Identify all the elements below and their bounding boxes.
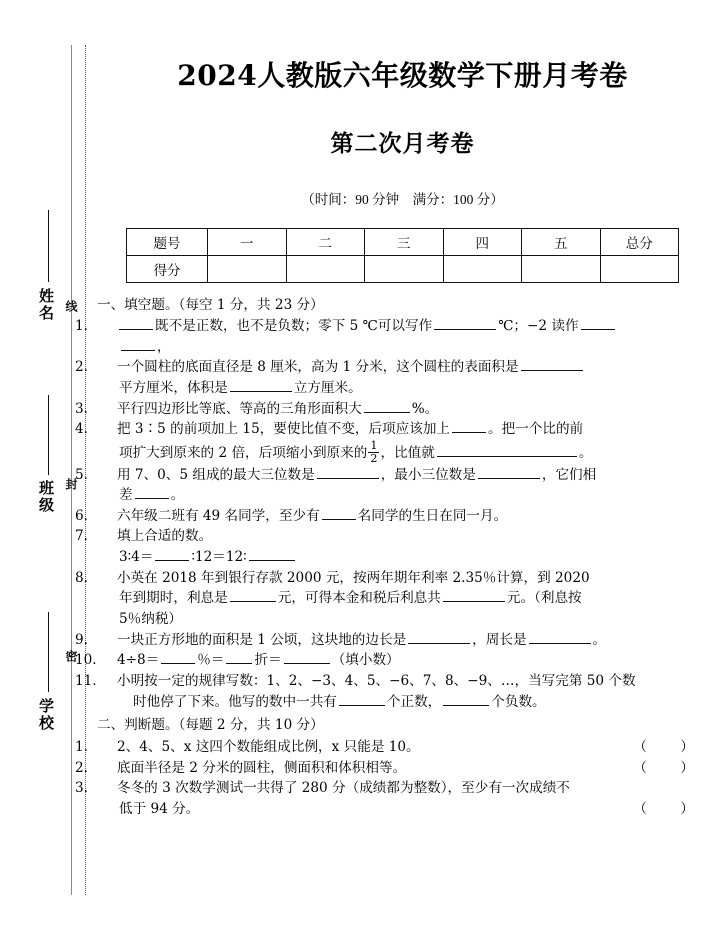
page-subtitle: 第二次月考卷 bbox=[330, 130, 475, 157]
question-number: 1. bbox=[75, 739, 88, 756]
question-text: 平方厘米，体积是 bbox=[119, 380, 228, 397]
question-text: （填小数） bbox=[331, 652, 400, 669]
question-text: ％＝ bbox=[197, 652, 225, 669]
answer-blank[interactable] bbox=[581, 316, 615, 330]
question-1-4-cont bbox=[97, 440, 710, 464]
question-number: 3. bbox=[75, 400, 88, 417]
question-text: ，周长是 bbox=[472, 631, 527, 648]
question-text: 用 7、0、5 组成的最大三位数是 bbox=[117, 466, 315, 483]
exam-content bbox=[75, 295, 710, 820]
question-number: 1. bbox=[75, 318, 88, 335]
question-number: 2. bbox=[75, 759, 88, 776]
score-table-input-cell[interactable] bbox=[522, 255, 601, 282]
answer-blank[interactable] bbox=[230, 378, 292, 392]
question-text: 3∶4＝ bbox=[119, 549, 154, 566]
sidebar-field-name-rule bbox=[48, 210, 49, 282]
question-text: 时他停了下来。他写的数中一共有 bbox=[133, 693, 337, 710]
section-heading-true-false: 二、判断题。（每题 2 分，共 10 分） bbox=[97, 717, 324, 734]
question-text: 元。（利息按 bbox=[506, 590, 582, 607]
score-table-cell: 三 bbox=[365, 228, 444, 255]
exam-meta: （时间：90 分钟 满分：100 分） bbox=[301, 192, 504, 207]
score-table bbox=[126, 228, 679, 283]
question-text: 低于 94 分。 bbox=[119, 801, 200, 817]
question-1-1-cont bbox=[97, 337, 710, 358]
question-1-8-cont bbox=[97, 588, 710, 609]
question-text: 。把一个比的前 bbox=[488, 421, 584, 438]
answer-blank[interactable] bbox=[249, 547, 295, 561]
answer-blank[interactable] bbox=[119, 316, 153, 330]
question-text: ，比值就 bbox=[380, 445, 435, 462]
question-text: 六年级二班有 49 名同学，至少有 bbox=[117, 507, 320, 524]
question-1-5-cont bbox=[97, 485, 710, 506]
sidebar-field-school-rule bbox=[48, 612, 49, 692]
question-1-10 bbox=[75, 650, 710, 671]
question-text: 既不是正数，也不是负数；零下 5 ℃可以写作 bbox=[155, 318, 433, 335]
question-number: 10. bbox=[75, 652, 97, 669]
question-1-9 bbox=[75, 630, 710, 651]
score-table-input-cell[interactable] bbox=[208, 255, 287, 282]
answer-blank[interactable] bbox=[437, 443, 577, 457]
question-text: 5％纳税） bbox=[119, 611, 183, 628]
true-false-answer-box[interactable]: （ ） bbox=[633, 739, 704, 756]
answer-blank[interactable] bbox=[529, 630, 591, 644]
question-text: 项扩大到原来的 2 倍，后项缩小到原来的 bbox=[119, 445, 368, 462]
seal-char-mi: 密 bbox=[64, 650, 78, 664]
question-text: 元，可得本金和税后利息共 bbox=[277, 590, 441, 607]
question-number: 8. bbox=[75, 569, 88, 586]
answer-blank[interactable] bbox=[452, 420, 486, 434]
answer-blank[interactable] bbox=[408, 630, 470, 644]
question-1-8 bbox=[75, 568, 710, 589]
answer-blank[interactable] bbox=[434, 316, 496, 330]
question-number: 7. bbox=[75, 528, 88, 545]
answer-blank[interactable] bbox=[521, 358, 583, 372]
true-false-answer-box[interactable]: （ ） bbox=[633, 759, 704, 776]
question-1-7 bbox=[75, 526, 710, 547]
question-number: 5. bbox=[75, 466, 88, 483]
question-text: ℃；−2 读作 bbox=[498, 318, 579, 335]
seal-char-xian: 线 bbox=[64, 300, 78, 314]
question-text: 立方厘米。 bbox=[293, 380, 362, 397]
true-false-answer-box[interactable]: （ ） bbox=[633, 801, 704, 817]
question-number: 3. bbox=[75, 780, 88, 797]
question-text: 底面半径是 2 分米的圆柱，侧面积和体积相等。 bbox=[117, 759, 407, 776]
question-text: ，它们相 bbox=[541, 466, 597, 483]
question-1-11-cont bbox=[97, 692, 710, 713]
score-table-cell: 总分 bbox=[600, 228, 679, 255]
seal-solid-line bbox=[71, 45, 72, 895]
score-table-input-cell[interactable] bbox=[286, 255, 365, 282]
table-row bbox=[127, 255, 679, 282]
answer-blank[interactable] bbox=[135, 485, 169, 499]
score-table-cell: 四 bbox=[443, 228, 522, 255]
question-text: 平行四边形比等底、等高的三角形面积大 bbox=[117, 400, 362, 417]
question-text: 4÷8＝ bbox=[117, 652, 160, 669]
answer-blank[interactable] bbox=[155, 547, 189, 561]
question-text: 。 bbox=[592, 631, 607, 648]
question-text: 把 3∶5 的前项加上 15，要使比值不变，后项应该加上 bbox=[117, 421, 451, 438]
question-text: ，最小三位数是 bbox=[380, 466, 476, 483]
question-number: 2. bbox=[75, 359, 88, 376]
fraction-one-half bbox=[368, 440, 379, 464]
question-text: 。 bbox=[578, 445, 593, 462]
score-table-header-cell: 题号 bbox=[127, 228, 208, 255]
question-text: 2、4、5、x 这四个数能组成比例，x 只能是 10。 bbox=[117, 739, 420, 756]
score-table-cell: 二 bbox=[286, 228, 365, 255]
question-2-3 bbox=[75, 778, 710, 799]
question-text: 填上合适的数。 bbox=[117, 528, 213, 545]
answer-blank[interactable] bbox=[230, 589, 276, 603]
question-1-6 bbox=[75, 506, 710, 527]
sidebar-field-class: 班级 bbox=[37, 480, 55, 514]
question-2-3-cont bbox=[97, 799, 710, 820]
question-text: 个负数。 bbox=[491, 693, 546, 710]
question-1-1 bbox=[75, 316, 710, 337]
question-2-1 bbox=[75, 737, 710, 758]
score-table-input-cell[interactable] bbox=[365, 255, 444, 282]
sidebar-field-class-rule bbox=[48, 395, 49, 475]
score-table-header-cell: 得分 bbox=[127, 255, 208, 282]
question-number: 11. bbox=[75, 673, 97, 690]
answer-blank[interactable] bbox=[322, 506, 356, 520]
sidebar-field-school: 学校 bbox=[37, 698, 55, 732]
exam-page bbox=[75, 0, 710, 946]
answer-blank[interactable] bbox=[478, 465, 540, 479]
score-table-cell: 五 bbox=[522, 228, 601, 255]
question-text: 小明按一定的规律写数：1、2、−3、4、5、−6、7、8、−9、…，当写完第 50 个数 bbox=[117, 673, 636, 690]
question-1-2 bbox=[75, 357, 710, 378]
fraction-numerator: 1 bbox=[370, 439, 378, 453]
fraction-denominator: 2 bbox=[370, 451, 378, 465]
question-text: 折＝ bbox=[254, 652, 282, 669]
question-number: 6. bbox=[75, 507, 88, 524]
answer-blank[interactable] bbox=[443, 589, 505, 603]
question-text: ∶12＝12∶ bbox=[191, 549, 247, 566]
question-text: ， bbox=[157, 338, 171, 355]
question-text: %。 bbox=[411, 400, 439, 417]
score-table-input-cell[interactable] bbox=[600, 255, 679, 282]
question-text: 个正数， bbox=[386, 693, 442, 710]
question-1-7-cont bbox=[97, 547, 710, 568]
question-1-2-cont bbox=[97, 378, 710, 399]
question-1-3 bbox=[75, 399, 710, 420]
question-number: 4. bbox=[75, 421, 88, 438]
question-text: 小英在 2018 年到银行存款 2000 元，按两年期年利率 2.35％计算，到 2020 bbox=[117, 569, 590, 586]
answer-blank[interactable] bbox=[161, 651, 195, 665]
question-1-11 bbox=[75, 671, 710, 692]
question-1-8-cont2 bbox=[97, 609, 710, 630]
question-text: 一块正方形地的面积是 1 公顷，这块地的边长是 bbox=[117, 631, 407, 648]
answer-blank[interactable] bbox=[339, 692, 385, 706]
answer-blank[interactable] bbox=[284, 651, 330, 665]
question-number: 9. bbox=[75, 631, 88, 648]
answer-blank[interactable] bbox=[121, 337, 155, 351]
question-text: 差 bbox=[119, 487, 133, 504]
section-heading-fill-in-blank: 一、填空题。（每空 1 分，共 23 分） bbox=[97, 296, 324, 313]
question-2-2 bbox=[75, 758, 710, 779]
answer-blank[interactable] bbox=[226, 651, 252, 665]
answer-blank[interactable] bbox=[443, 692, 489, 706]
question-text: 一个圆柱的底面直径是 8 厘米，高为 1 分米，这个圆柱的表面积是 bbox=[117, 359, 519, 376]
score-table-input-cell[interactable] bbox=[443, 255, 522, 282]
answer-blank[interactable] bbox=[364, 399, 410, 413]
question-1-5 bbox=[75, 465, 710, 486]
answer-blank[interactable] bbox=[317, 465, 379, 479]
score-table-cell: 一 bbox=[208, 228, 287, 255]
question-text: 冬冬的 3 次数学测试一共得了 280 分（成绩都为整数），至少有一次成绩不 bbox=[117, 780, 570, 797]
page-title: 2024人教版六年级数学下册月考卷 bbox=[177, 59, 628, 92]
question-text: 年到期时，利息是 bbox=[119, 590, 228, 607]
question-text: 名同学的生日在同一月。 bbox=[357, 507, 508, 524]
question-text: 。 bbox=[170, 487, 185, 504]
seal-char-feng: 封 bbox=[64, 478, 78, 492]
question-1-4 bbox=[75, 419, 710, 440]
table-row bbox=[127, 228, 679, 255]
sidebar-field-name: 姓名 bbox=[37, 288, 55, 322]
